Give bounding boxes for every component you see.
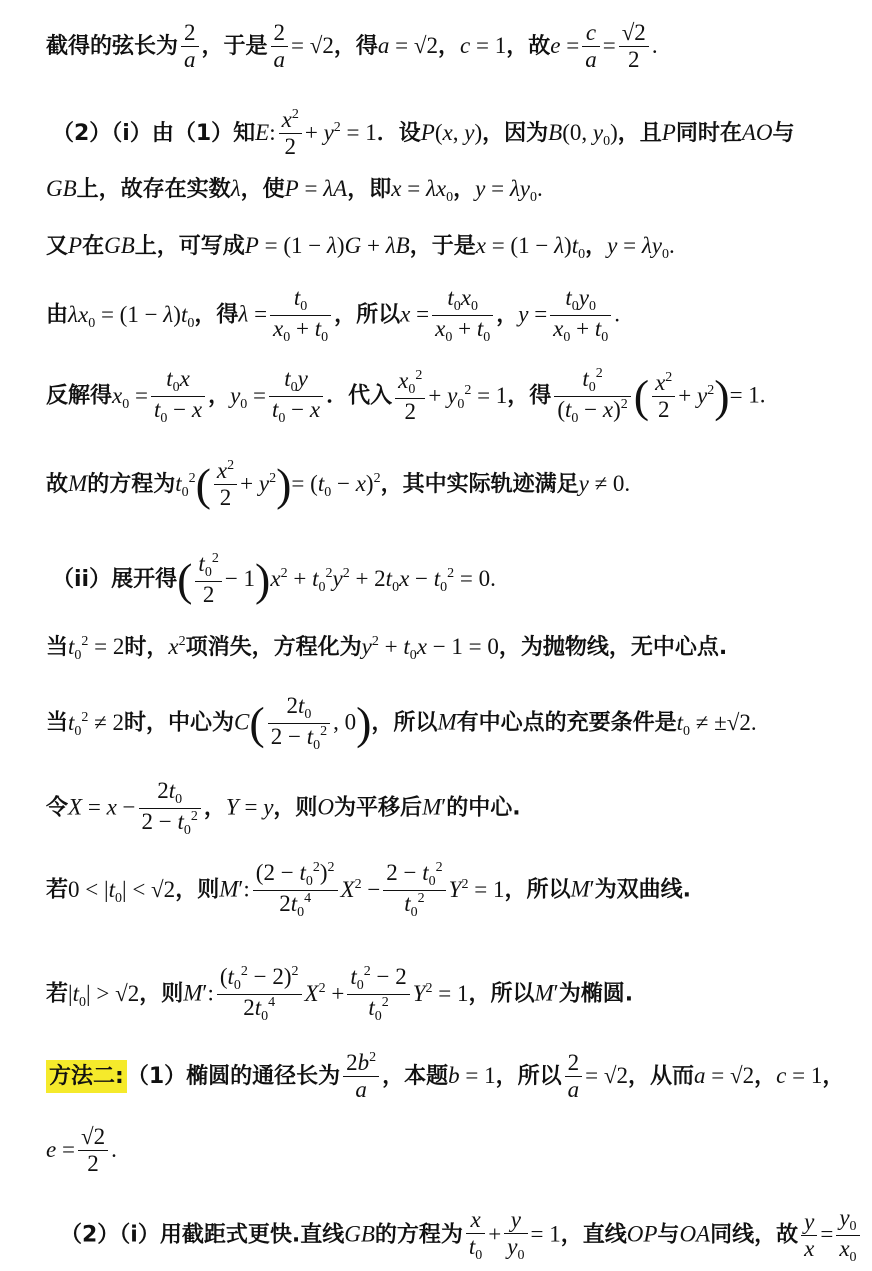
line-3: GB上，故存在实数λ，使P = λA，即$x = \lambda x_0$，$y = \lambda y_0$.	[46, 176, 543, 205]
line-13: 若$|t_0| > √2$，则M′: $\frac{(t_0^2 - 2)^2}{2t_0^4}$ $X^2$ + $\frac{t_0^2 - 2}{t_0^2}$ $Y^2 = 1$，所以M′为椭圆.	[46, 964, 634, 1025]
line-12: 若$0 < |t_0| < √2$，则M′: $\frac{(2 - t_0^2)^2}{2t_0^4}$ $X^2$ − $\frac{2 - t_0^2}{t_0^2}$ $Y^2 = 1$，所以M′为双曲线.	[46, 860, 692, 921]
line-2: （2）（i）由（1）知E: $\frac{x^2}{2}$ + $y^2 = 1$．设P(x, y)，因为B(0, $y_0$)，且P同时在AO与	[52, 107, 795, 160]
line-16: （2）（i）用截距式更快.直线GB的方程为 $\frac{x}{t_0}$ + $\frac{y}{y_0}$ = 1，直线OP与OA同线，故 $\frac{y}{x}$ = $\frac{y_0}{x_0}$	[60, 1205, 864, 1266]
line-5: 由$\lambda x_0 = (1 - \lambda)t_0$，得λ = $\frac{t_0}{x_0 + t_0}$ ，所以x = $\frac{t_0x_0}{x_0 + t_0}$ ，y = $\frac{t_0y_0}{x_0 + t_0}$ .	[46, 285, 621, 346]
line-11: 令X = x − $\frac{2t_0}{2 - t_0^2}$ ，Y = y，则O为平移后M′的中心.	[46, 778, 521, 839]
line-6: 反解得$x_0$ = $\frac{t_0x}{t_0 - x}$ ，$y_0$ = $\frac{t_0y}{t_0 - x}$ ．代入 $\frac{x_0^2}{2}$ + $y_0^2 = 1$，得 $\frac{t_0^2}{(t_0 - x)^2}$ ( $\frac{x^2}{2}$ + $y^2)= 1$.	[46, 366, 766, 427]
line-8: （ii）展开得( $\frac{t_0^2}{2}$ − $1)x^2 + t_0^2y^2 + 2t_0x - t_0^2 = 0$.	[52, 551, 496, 608]
line-9: 当$t_0^2 = 2$时，$x^2$项消失，方程化为$y^2 + t_0x - 1 = 0$，为抛物线，无中心点.	[46, 634, 728, 663]
line-14: 方法二: （1）椭圆的通径长为 $\frac{2b^2}{a}$ ，本题b = 1，所以 $\frac{2}{a}$ = √2，从而a = √2，c = 1，	[46, 1050, 864, 1104]
line-15: e = $\frac{√2}{2}$ .	[46, 1124, 117, 1177]
method-two-highlight: 方法二:	[46, 1060, 127, 1093]
line-4: 又P在GB上，可写成P = (1 − λ)G + λB，于是$x = (1 - \lambda)t_0$，$y = \lambda y_0$.	[46, 233, 675, 262]
line-10: 当$t_0^2 \ne 2$时，中心为C( $\frac{2t_0}{2 - t_0^2}$ , 0)，所以M有中心点的充要条件是$t_0 \ne \pm√2$.	[46, 693, 757, 754]
line-1: 截得的弦长为 $\frac{2}{a}$ ，于是 $\frac{2}{a}$ = √2，得a = √2，c = 1，故e = $\frac{c}{a}$ = $\frac{√2}{2}$ .	[46, 20, 658, 73]
line-7: 故M的方程为$t_0^2$( $\frac{x^2}{2}$ + $y^2)= (t_0 - x)^2$，其中实际轨迹满足y ≠ 0.	[46, 458, 631, 511]
